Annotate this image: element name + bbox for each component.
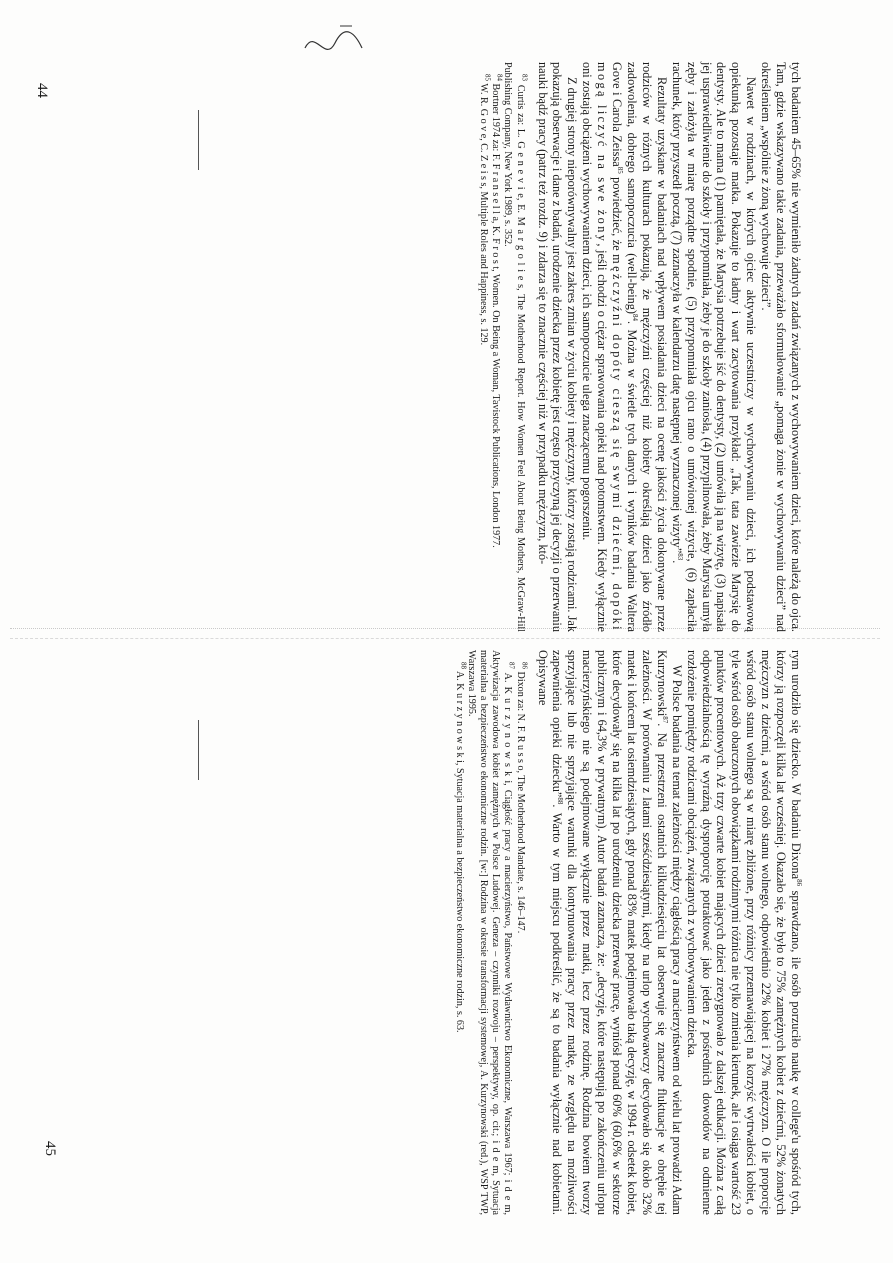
footnote: $^{84}$ Bortner 1974 za: F. F r a n s e l l a, K. F r o s t, Women. On Being a Woman, Tavistock Publications, London 1977. [490, 74, 504, 548]
footnote: $^{86}$ Dixon za: N. F. R u s s o, The Motherhood Mandate, s. 146–147. [514, 662, 529, 934]
paragraph: Z drugiej strony nieporównywalny jest zakres zmian w życiu kobiety i mężczyzny, którzy zostają rodzicami. Jak pokazują obserwacje i dane z badań, urodzenie dziecka przez kobietę jest często przyczyną jej decyzji o przerwaniu nauki bądź pracy (patrz też rozdz. 9) i zdarza się to znacznie częściej niż w przypadku mężczyzn, któ- [535, 62, 580, 632]
footnote: $^{87}$ A. K u r z y n o w s k i, Ciągłość pracy a macierzyństwo, Państwowe Wydawnictwo Ekonomiczne, Warszawa 1967; i d e m, Aktywizacja zawodowa kobiet zamężnych w Polsce Ludowej. Geneza – czynniki rozwoju – perspektywy, op. cit.; i d e m, Sytuacja materialna a bezpieczeństwo ekonomiczne rodzin. [w:] Rodzina w okresie transformacji systemowej, A. Kurzynowski (red.), WSP TWP, Warszawa 1995. [465, 650, 516, 1215]
page-45-column [78, 650, 803, 1215]
footnote: $^{88}$ A. K u r z y n o w s k i, Sytuacja materialna a bezpieczeństwo ekonomiczne rodzin, s. 63. [453, 662, 468, 1033]
page-45-body [535, 650, 803, 1215]
page-44-column [88, 62, 803, 632]
footnote: $^{85}$ W. R. G o v e, C. Z e i s s, Multiple Roles and Happiness, s. 129. [478, 74, 492, 346]
paragraph: tych badaniem 45–65% nie wymieniło żadnych zadań związanych z wychowywaniem dzieci, które należą do ojca. Tam, gdzie wskazywano takie zadania, przeważało sformułowanie „pomaga żonie w wychowywaniu dzieci” nad określeniem „wspólnie z żoną wychowuje dzieci”. [759, 62, 803, 632]
page-gutter-2 [10, 638, 880, 639]
page-number-45: 45 [42, 1141, 58, 1156]
page-45-footnotes [452, 650, 529, 1215]
paragraph: Nawet w rodzinach, w których ojciec aktywnie uczestniczy w wychowywaniu dzieci, ich podstawową opiekunką pozostaje matka. Pokazuje to ładny i wart zacytowania przykład: „Tak, tata zawiezie Marysię do dentysty. Ale to mama (1) pamiętała, że Marysia potrzebuje iść do dentysty, (2) umówiła ją na wizytę, (3) napisała jej usprawiedliwienie do szkoły i przypomniała, żeby je do szkoły zaniosła, (4) przypilnowała, żeby Marysia umyła zęby i założyła w miarę porządne spodnie, (5) przypomniała ojcu rano o umówionej wizycie, (6) zapłaciła rachunek, który przyszedł pocztą, (7) zaznaczyła w kalendarzu datę następnej wyznaczonej wizyty”$^{83}$. [669, 62, 759, 632]
footnote: $^{83}$ Curtis za: L. G e n e v i e, E. M a r g o l i e s, The Motherhood Report. How Women Feel About Being Mothers, McGraw-Hill Publishing Company, New York 1989, s. 352. [502, 62, 529, 632]
page-44-footnotes [477, 62, 529, 632]
paragraph: Rezultaty uzyskane w badaniach nad wpływem posiadania dzieci na ocenę jakości życia dokonywane przez rodziców w różnych kulturach pokazują, że mężczyźni częściej niż kobiety określają dzieci jako źródło zadowolenia, dobrego samopoczucia (well-being)$^{84}$. Można w świetle tych danych i wyników badania Waltera Gove i Carola Zeissa$^{85}$ powiedzieć, że mężczyźni dopóty cieszą się swymi dziećmi, dopóki mogą liczyć na swe żony, jeśli chodzi o ciężar sprawowania opieki nad potomstwem. Kiedy wyłącznie oni zostają obciążeni wychowywaniem dzieci, ich samopoczucie ulega znaczącemu pogorszeniu. [580, 62, 669, 632]
paragraph: W Polsce badania na temat zależności między ciągłością pracy a macierzyństwem od wielu lat prowadzi Adam Kurzynowski$^{87}$. Na przestrzeni ostatnich kilkudziesięciu lat obserwuje się znaczne fluktuacje w obrębie tej zależności. W porównaniu z latami sześćdziesiątymi, kiedy na urlop wychowawczy decydowało się około 32% matek i końcem lat osiemdziesiątych, gdy ponad 83% matek podejmowało taką decyzję, w 1994 r. odsetek kobiet, które decydowały się na kilka lat po urodzeniu dziecka przerwać pracę, wyniósł ponad 60% (60,6% w sektorze publicznym i 64,3% w prywatnym). Autor badań zaznacza, że: „decyzje, które następują po zakończeniu urlopu macierzyńskiego nie są podejmowane wyłącznie przez matki, lecz przez rodzinę. Rodzina bowiem tworzy sprzyjające lub nie sprzyjające warunki dla kontynuowania pracy przez matkę, ze względu na możliwości zapewnienia opieki dziecku”$^{88}$. Warto w tym miejscu podkreślić, że są to badania wyłącznie nad kobietami. Opisywane [535, 650, 684, 1216]
page-number-44: 44 [34, 83, 50, 98]
page-44-body [535, 62, 803, 632]
scan-scribble [300, 18, 370, 68]
paragraph: rym urodziło się dziecko. W badaniu Dixona$^{86}$ sprawdzano, ile osób porzuciło naukę w college'u spośród tych, którzy ją rozpoczęli kilka lat wcześniej. Okazało się, że było to 75% zamężnych kobiet z dziećmi, 52% żonatych mężczyzn z dziećmi, a wśród osób stanu wolnego, odpowiednio 22% kobiet i 27% mężczyzn. O ile proporcje wśród osób stanu wolnego są w miarę zbliżone, przy różnicy przemawiającej na korzyść wytrwałości kobiet, o tyle wśród osób obarczonych obowiązkami rodzinnymi różnica nie tylko zmienia kierunek, ale i osiąga wartość 23 punktów procentowych. Aż trzy czwarte kobiet mających dzieci zrezygnowało z dalszej edukacji. Można z całą odpowiedzialnością tę wyraźną dysproporcję potraktować jako jeden z pośrednich dowodów na odmienne rozłożenie pomiędzy rodzicami obciążeń, związanych z wychowywaniem dziecka. [684, 650, 804, 1215]
